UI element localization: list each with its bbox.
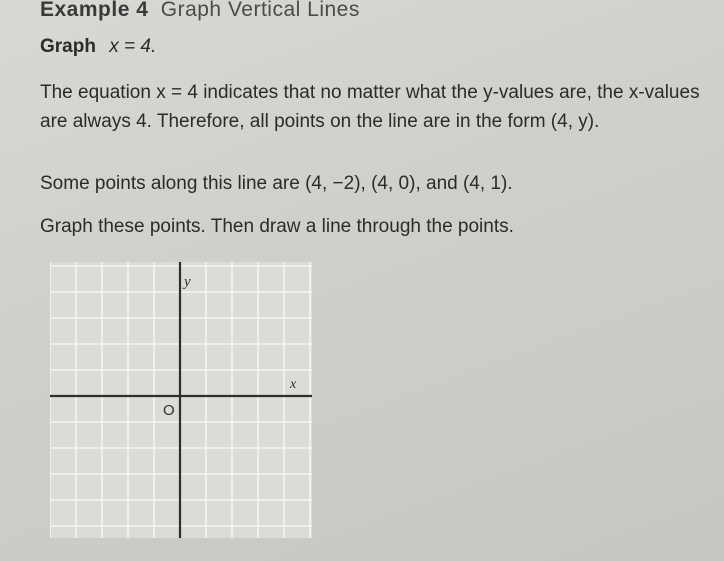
task-lead: Graph — [40, 36, 96, 57]
coordinate-grid-svg[interactable] — [50, 262, 312, 538]
origin-label: O — [163, 402, 175, 419]
x-axis-label: x — [290, 377, 297, 392]
example-title: Graph Vertical Lines — [160, 0, 360, 21]
example-header — [40, 0, 360, 22]
task-statement — [40, 36, 156, 58]
explanation-paragraph: The equation x = 4 indicates that no matter what the y-values are, the x-values are always 4. Therefore, all points on the line are in the form (4, y). — [40, 82, 700, 132]
coordinate-grid[interactable] — [50, 262, 312, 538]
example-label: Example 4 — [40, 0, 149, 21]
task-equation: x = 4. — [109, 36, 157, 57]
y-axis-label: y — [184, 274, 191, 290]
points-sentence: Some points along this line are (4, −2), (4, 0), and (4, 1). — [40, 173, 513, 194]
graph-instruction: Graph these points. Then draw a line through the points. — [40, 216, 514, 237]
